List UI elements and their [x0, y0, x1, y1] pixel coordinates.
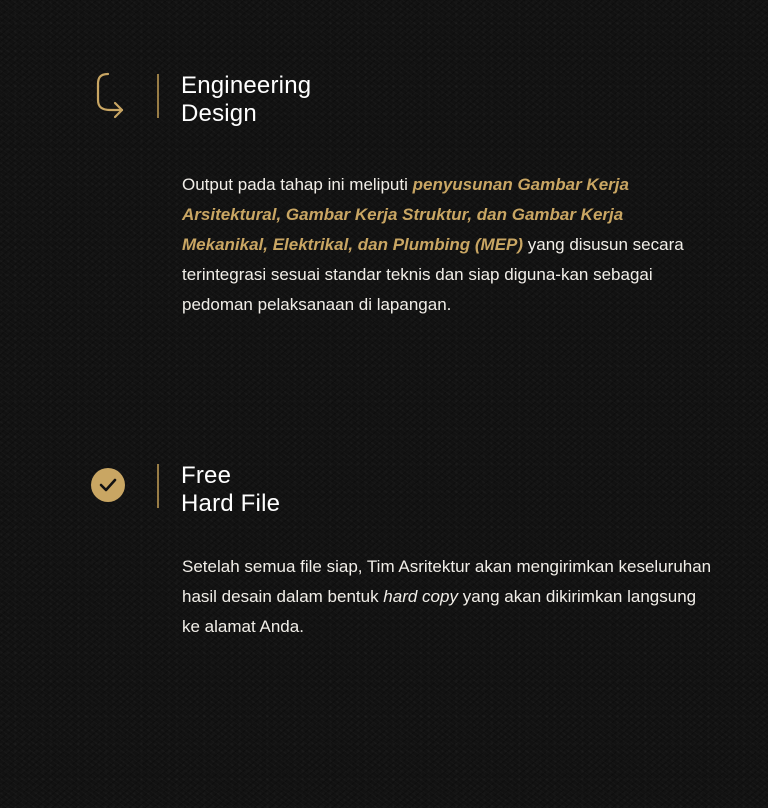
section-title: [181, 72, 311, 128]
section-title: [181, 462, 280, 518]
description-rest: yang akan dikirimkan langsung ke alamat Anda.: [182, 587, 697, 636]
section-description: [182, 170, 712, 320]
description-highlight: penyusunan Gambar Kerja Arsitektural, Gambar Kerja Struktur, dan Gambar Kerja Mekanikal, Elektrikal, dan Plumbing (MEP): [182, 175, 629, 254]
header-divider: [157, 74, 159, 118]
description-rest: yang disusun secara terintegrasi sesuai standar teknis dan siap diguna-kan sebagai pedoman pelaksanaan di lapangan.: [182, 235, 684, 314]
header-divider: [157, 464, 159, 508]
description-italic: hard copy: [383, 587, 458, 606]
section-title-line2: Hard File: [181, 490, 281, 517]
section-description: [182, 552, 712, 642]
description-intro: Output pada tahap ini meliputi: [182, 175, 413, 194]
free-hard-file-section: [0, 460, 768, 636]
section-title-line1: Engineering: [181, 72, 312, 99]
description-intro: Setelah semua file siap, Tim Asritektur akan mengirimkan keseluruhan hasil desain dalam bentuk: [182, 557, 712, 606]
check-circle-icon: [90, 460, 130, 512]
section-header: [0, 70, 768, 130]
section-title-line1: Free: [181, 462, 232, 489]
section-header: [0, 460, 768, 520]
arrow-turn-down-right-icon: [90, 70, 130, 122]
engineering-design-section: [0, 70, 768, 314]
section-title-line2: Design: [181, 100, 257, 127]
